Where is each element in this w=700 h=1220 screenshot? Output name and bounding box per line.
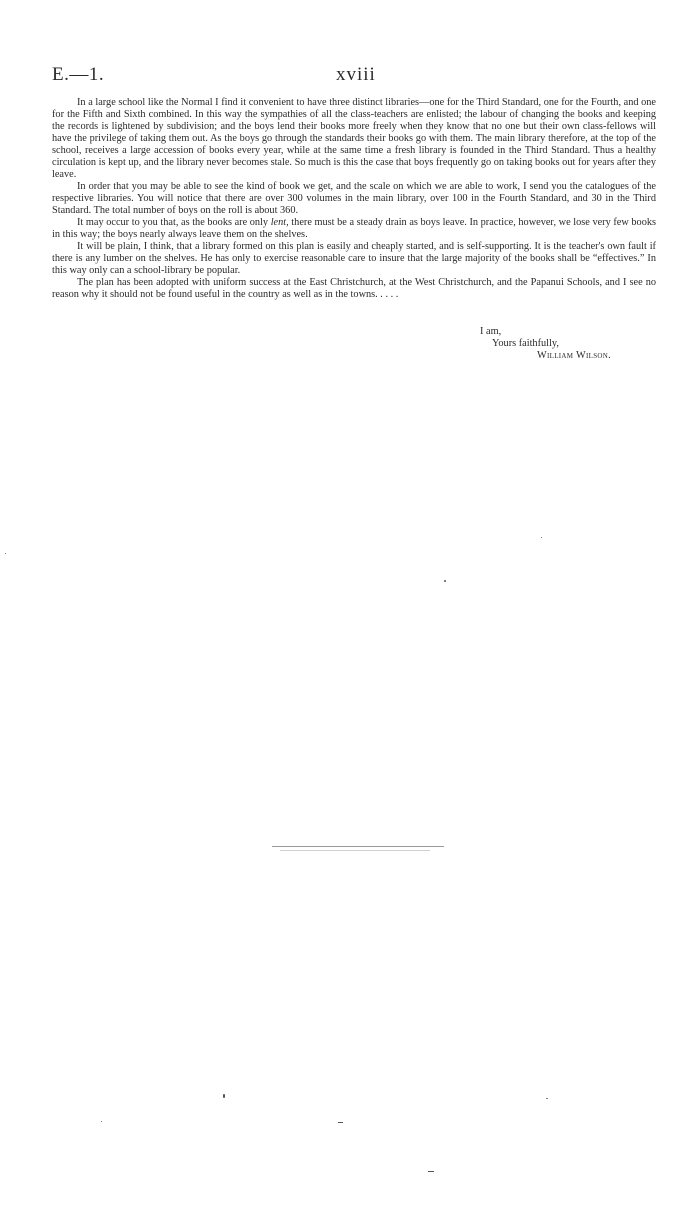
letter-body <box>52 97 656 301</box>
italic-lent: lent, <box>270 217 289 228</box>
signature-name: William Wilson. <box>537 350 612 361</box>
page-header <box>52 64 662 96</box>
signature-closing: I am, <box>480 326 502 337</box>
scan-speck <box>338 1122 343 1123</box>
paragraph-libraries: In a large school like the Normal I find it convenient to have three distinct libraries—one for the Third Standard, one for the Fourth, and one for the Fifth and Sixth combined. In this way the sympathies of all the class-teachers are enlisted; the labour of changing the books and keeping the records is lightened by subdivision; and the boys lend their books more freely when they know that no one but their own class-fellows will have the privilege of taking them out. As the boys go through the standards their books go with them. The main library therefore, at the top of the school, receives a large accession of books every year, while at the same time a fresh library is founded in the Third Standard. Thus a healthy circulation is kept up, and the library never becomes stale. So much is this the case that boys frequently go on taking books out for years after they leave. <box>52 97 656 180</box>
paragraph-plan-adopted: The plan has been adopted with uniform success at the East Christchurch, at the West Christchurch, and the Papanui Schools, and I see no reason why it should not be found useful in the country as well as in the towns. . . . . <box>52 277 656 300</box>
paragraph-books-lent <box>52 217 656 241</box>
signature-block <box>480 326 670 362</box>
scan-speck <box>541 537 542 538</box>
paragraph-self-supporting: It will be plain, I think, that a library formed on this plan is easily and cheaply started, and is self-supporting. It is the teacher's own fault if there is any lumber on the shelves. He has only to exercise reasonable care to insure that the large majority of the books shall be “effectives.” In this way only can a school-library be popular. <box>52 241 656 276</box>
signature-compliment: Yours faithfully, <box>492 338 559 349</box>
scan-speck <box>546 1098 548 1099</box>
report-code: E.—1. <box>52 64 105 85</box>
paragraph-books-lent-start: It may occur to you that, as the books are only <box>77 217 271 228</box>
scan-speck <box>428 1171 434 1172</box>
scan-speck <box>223 1094 225 1098</box>
scan-speck <box>5 553 6 554</box>
scan-speck <box>101 1121 102 1122</box>
page-number: xviii <box>336 64 376 85</box>
scan-speck <box>444 580 446 582</box>
section-divider <box>272 846 444 847</box>
paragraph-catalogues: In order that you may be able to see the kind of book we get, and the scale on which we are able to work, I send you the catalogues of the respective libraries. You will notice that there are over 300 volumes in the main library, over 100 in the Fourth Standard, and 30 in the Third Standard. The total number of boys on the roll is about 360. <box>52 181 656 216</box>
section-divider-shadow <box>280 850 430 851</box>
paragraph-books-lent-end: there must be a steady drain as boys leave. In practice, however, we lose very few books in this way; the boys nearly always leave them on the shelves. <box>52 217 656 240</box>
